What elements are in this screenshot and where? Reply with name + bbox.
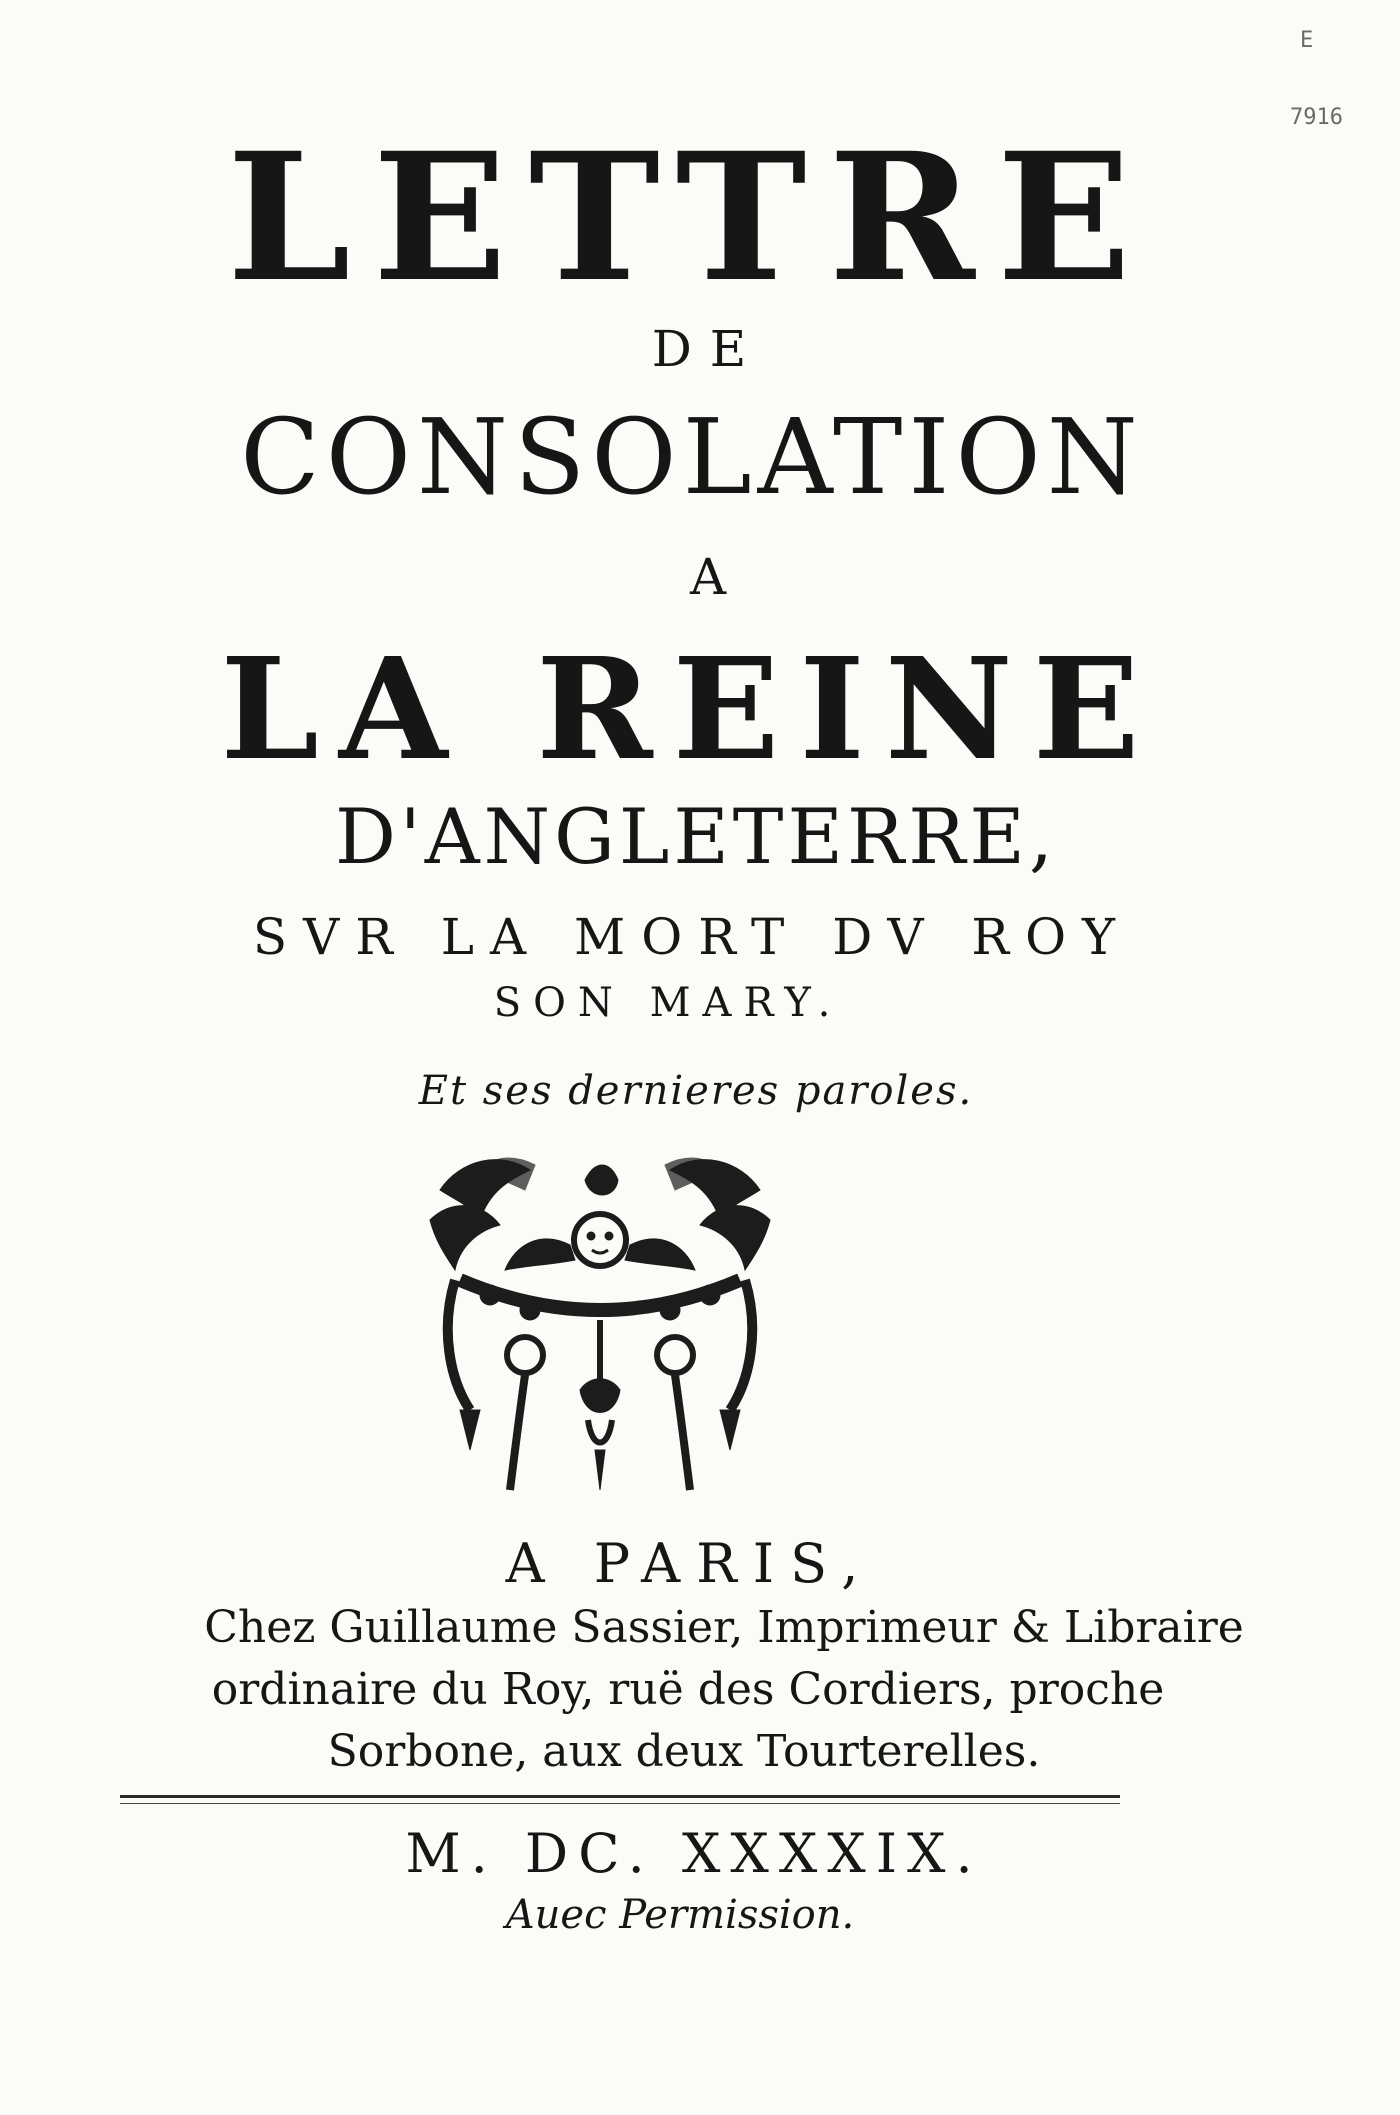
- divider-rule-thin: [120, 1803, 1120, 1804]
- printers-ornament-icon: [420, 1150, 780, 1510]
- subtitle-dernieres-paroles: Et ses dernieres paroles.: [418, 1068, 974, 1114]
- title-a: A: [689, 548, 727, 606]
- divider-rule: [120, 1795, 1120, 1798]
- shelfmark-number: 7916: [1290, 105, 1343, 130]
- shelfmark-letter: E: [1300, 28, 1314, 53]
- title-lettre: LETTRE: [227, 114, 1153, 321]
- subtitle-son-mary: SON MARY.: [493, 980, 843, 1026]
- title-consolation: CONSOLATION: [240, 396, 1144, 518]
- publication-year: M. DC. XXXXIX.: [405, 1822, 983, 1885]
- title-angleterre: D'ANGLETERRE,: [334, 792, 1058, 881]
- subtitle-sur-la-mort: SVR LA MORT DV ROY: [252, 908, 1132, 966]
- imprint-line-3: Sorbone, aux deux Tourterelles.: [327, 1726, 1041, 1777]
- imprint-city: A PARIS,: [505, 1532, 875, 1595]
- title-la-reine: LA REINE: [220, 628, 1160, 792]
- title-de: DE: [651, 320, 765, 378]
- imprint-line-1: Chez Guillaume Sassier, Imprimeur & Libraire: [204, 1602, 1244, 1653]
- permission-note: Auec Permission.: [505, 1892, 855, 1938]
- imprint-line-2: ordinaire du Roy, ruë des Cordiers, proche: [211, 1664, 1165, 1715]
